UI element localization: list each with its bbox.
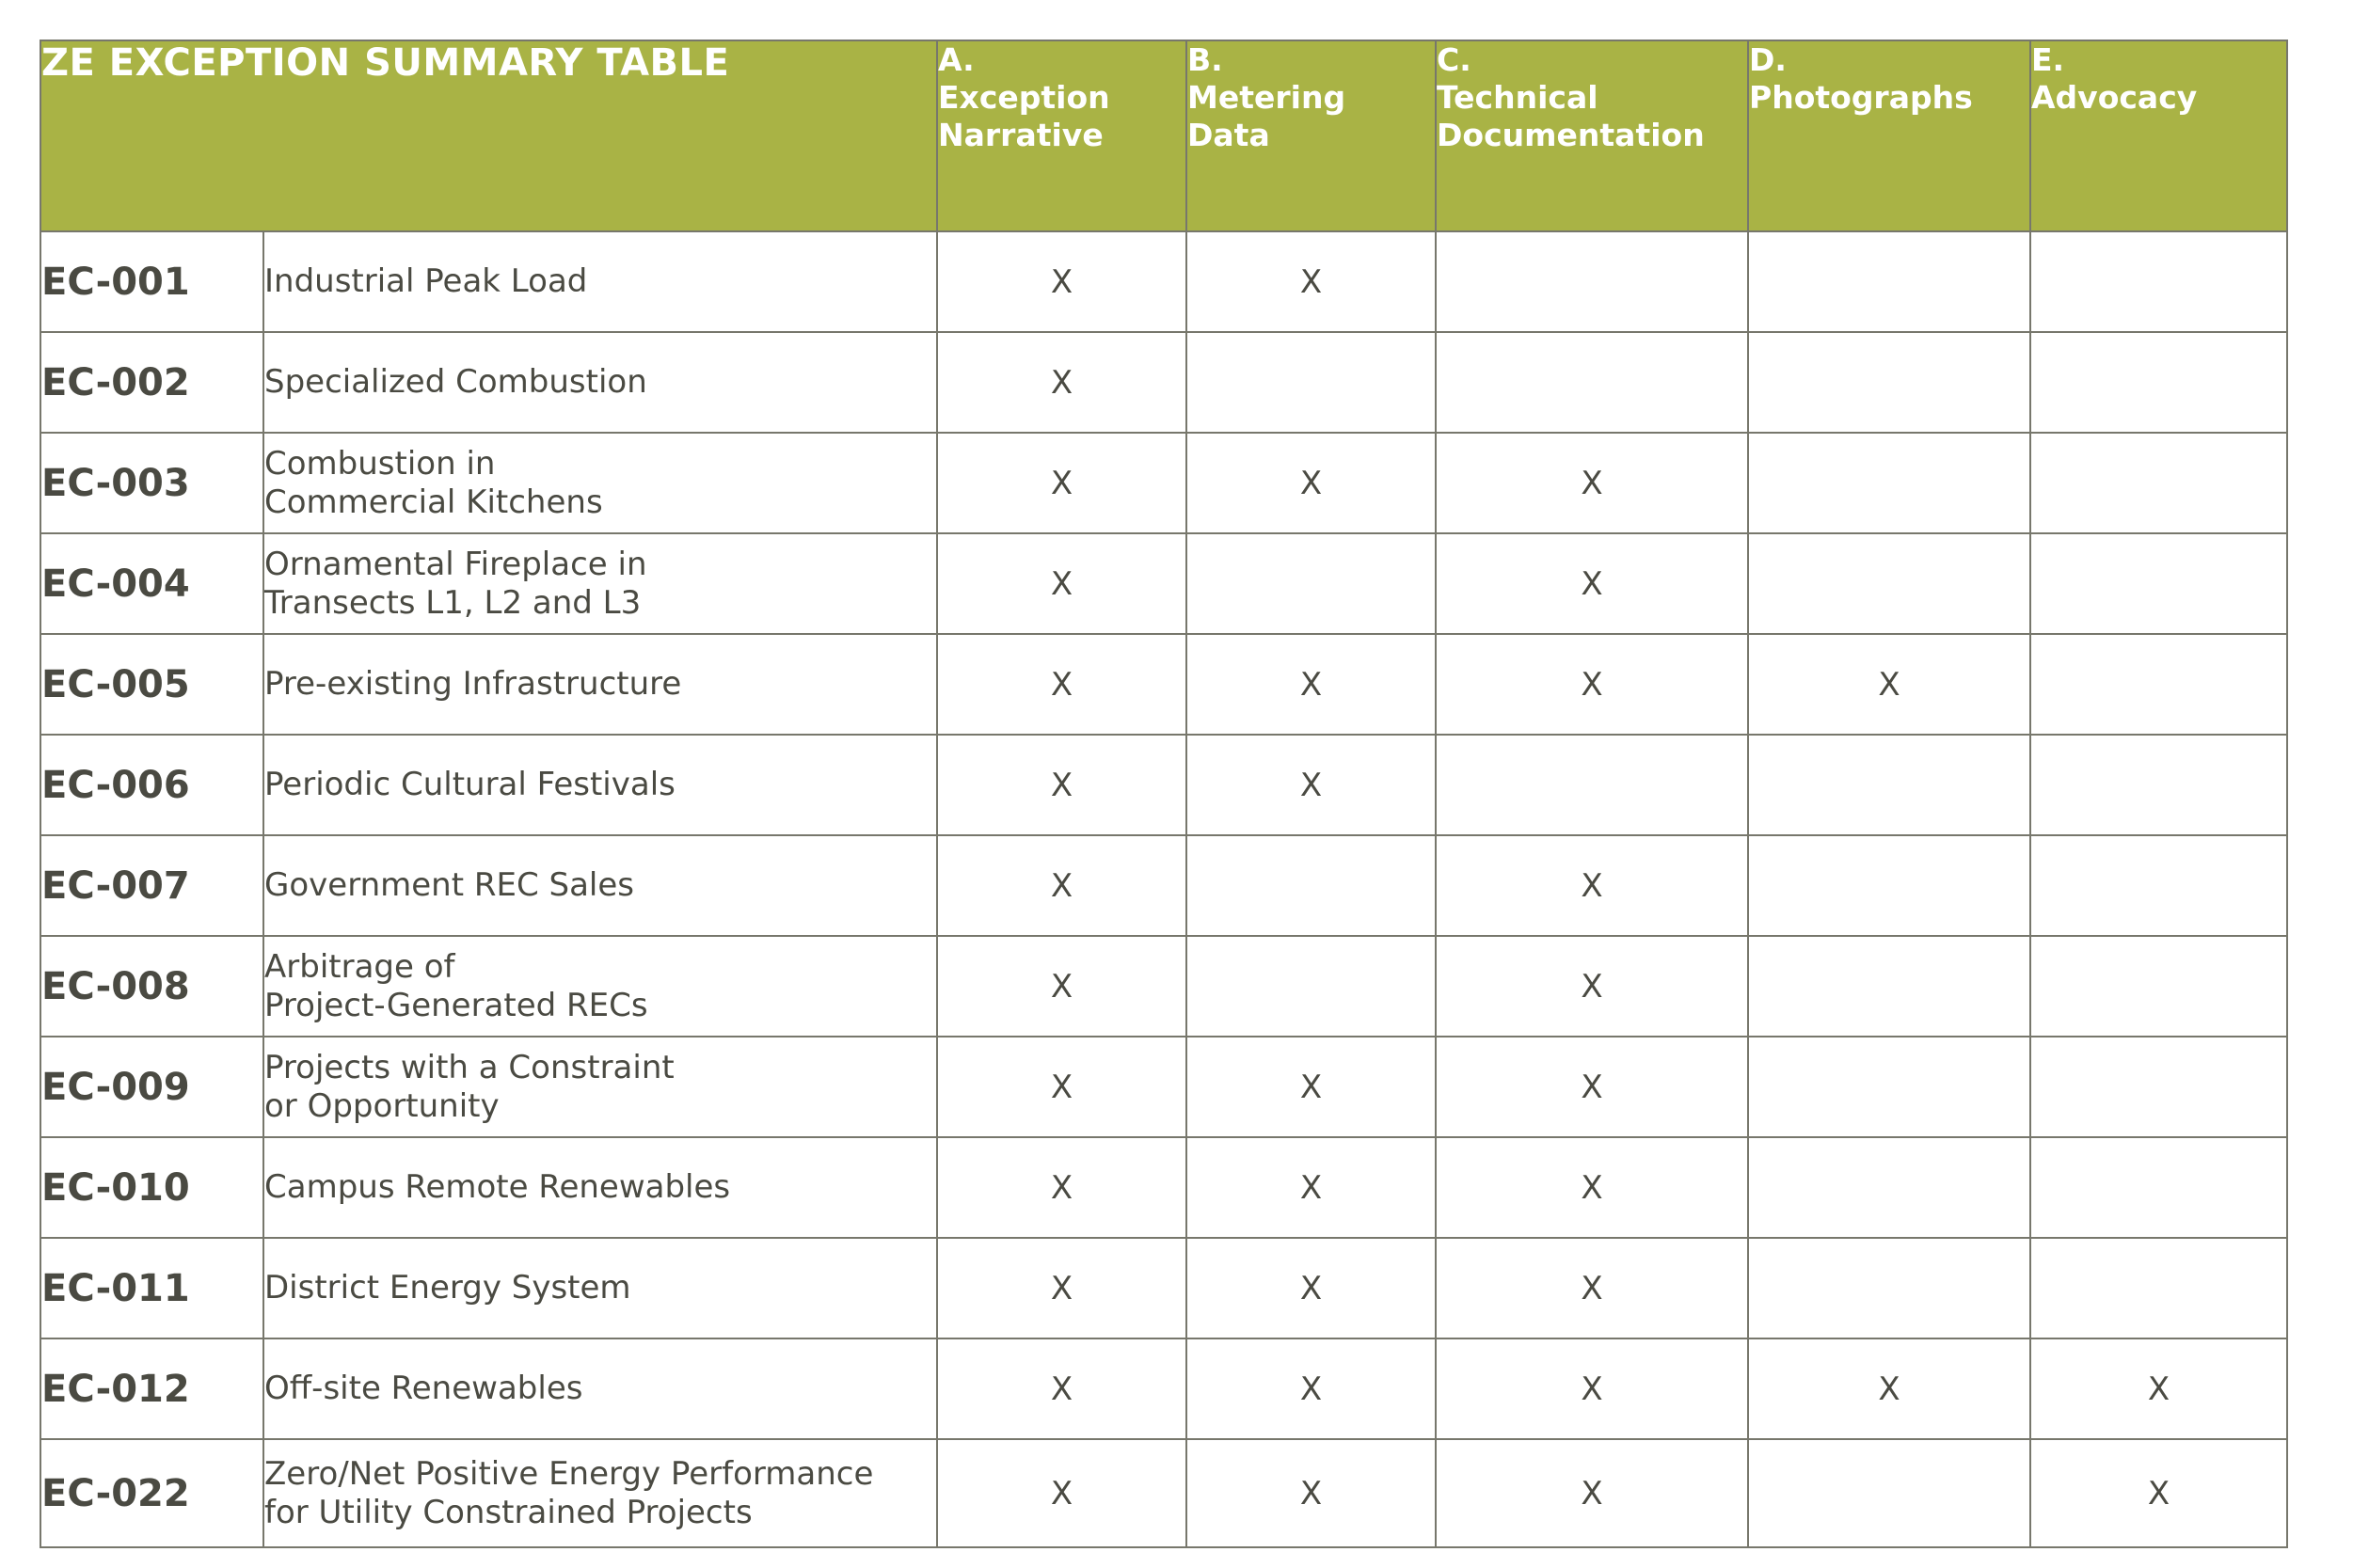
requirement-mark bbox=[2030, 433, 2287, 533]
exception-code: EC-022 bbox=[40, 1439, 263, 1547]
requirement-mark: X bbox=[937, 533, 1186, 634]
requirement-mark bbox=[1748, 1037, 2030, 1137]
table-row bbox=[40, 332, 2287, 433]
table-row bbox=[40, 735, 2287, 835]
column-header-exception-narrative bbox=[937, 40, 1186, 231]
requirement-mark: X bbox=[937, 1338, 1186, 1439]
exception-name-line: Projects with a Constraint bbox=[264, 1048, 675, 1086]
column-label-line: Metering bbox=[1187, 79, 1346, 116]
requirement-mark: X bbox=[2030, 1439, 2287, 1547]
requirement-mark: X bbox=[937, 936, 1186, 1037]
table-row bbox=[40, 433, 2287, 533]
requirement-mark bbox=[1748, 835, 2030, 936]
exception-name-line: Campus Remote Renewables bbox=[264, 1168, 731, 1206]
table-row bbox=[40, 936, 2287, 1037]
exception-name-line: for Utility Constrained Projects bbox=[264, 1493, 753, 1531]
requirement-mark: X bbox=[937, 835, 1186, 936]
exception-code: EC-004 bbox=[40, 533, 263, 634]
exception-name bbox=[263, 1137, 937, 1238]
exception-name-line: Pre-existing Infrastructure bbox=[264, 665, 682, 703]
requirement-mark bbox=[1748, 1439, 2030, 1547]
exception-code: EC-007 bbox=[40, 835, 263, 936]
requirement-mark: X bbox=[1436, 1238, 1748, 1338]
requirement-mark bbox=[1748, 332, 2030, 433]
table-row bbox=[40, 1037, 2287, 1137]
column-header-advocacy bbox=[2030, 40, 2287, 231]
exception-name bbox=[263, 332, 937, 433]
requirement-mark bbox=[1186, 936, 1436, 1037]
exception-name-line: Specialized Combustion bbox=[264, 363, 647, 401]
column-label-line: Documentation bbox=[1437, 117, 1705, 153]
table-row bbox=[40, 1338, 2287, 1439]
exception-name-line: Combustion in bbox=[264, 444, 496, 483]
exception-name bbox=[263, 1338, 937, 1439]
exception-name bbox=[263, 936, 937, 1037]
requirement-mark: X bbox=[937, 1137, 1186, 1238]
exception-code: EC-003 bbox=[40, 433, 263, 533]
exception-code: EC-005 bbox=[40, 634, 263, 735]
requirement-mark: X bbox=[1748, 1338, 2030, 1439]
table-row bbox=[40, 634, 2287, 735]
requirement-mark: X bbox=[1186, 231, 1436, 332]
exception-name-line: Transects L1, L2 and L3 bbox=[264, 583, 642, 622]
requirement-mark bbox=[1436, 735, 1748, 835]
requirement-mark: X bbox=[937, 1238, 1186, 1338]
exception-code: EC-010 bbox=[40, 1137, 263, 1238]
exception-code: EC-002 bbox=[40, 332, 263, 433]
requirement-mark bbox=[1436, 332, 1748, 433]
requirement-mark bbox=[2030, 936, 2287, 1037]
requirement-mark bbox=[1748, 735, 2030, 835]
requirement-mark bbox=[2030, 533, 2287, 634]
requirement-mark: X bbox=[1186, 735, 1436, 835]
requirement-mark: X bbox=[1436, 533, 1748, 634]
requirement-mark: X bbox=[937, 1439, 1186, 1547]
exception-summary-table bbox=[40, 40, 2288, 1548]
table-row bbox=[40, 231, 2287, 332]
column-letter: D. bbox=[1749, 41, 1787, 78]
exception-name bbox=[263, 634, 937, 735]
requirement-mark: X bbox=[937, 1037, 1186, 1137]
requirement-mark bbox=[1748, 231, 2030, 332]
requirement-mark bbox=[2030, 835, 2287, 936]
exception-name-line: Periodic Cultural Festivals bbox=[264, 766, 676, 803]
table-title: ZE EXCEPTION SUMMARY TABLE bbox=[40, 40, 937, 231]
requirement-mark: X bbox=[937, 332, 1186, 433]
table-header-row bbox=[40, 40, 2287, 231]
requirement-mark: X bbox=[1436, 1137, 1748, 1238]
column-letter: C. bbox=[1437, 41, 1471, 78]
requirement-mark: X bbox=[1436, 936, 1748, 1037]
exception-name-line: or Opportunity bbox=[264, 1086, 500, 1125]
requirement-mark: X bbox=[1186, 1238, 1436, 1338]
requirement-mark: X bbox=[937, 634, 1186, 735]
requirement-mark: X bbox=[937, 433, 1186, 533]
requirement-mark bbox=[1748, 533, 2030, 634]
requirement-mark bbox=[1186, 835, 1436, 936]
exception-name-line: District Energy System bbox=[264, 1269, 631, 1307]
exception-code: EC-011 bbox=[40, 1238, 263, 1338]
table-body bbox=[40, 231, 2287, 1547]
exception-name-line: Industrial Peak Load bbox=[264, 262, 588, 300]
requirement-mark bbox=[1436, 231, 1748, 332]
requirement-mark: X bbox=[1436, 1037, 1748, 1137]
requirement-mark: X bbox=[1186, 1338, 1436, 1439]
requirement-mark bbox=[2030, 634, 2287, 735]
exception-name bbox=[263, 1238, 937, 1338]
requirement-mark bbox=[2030, 231, 2287, 332]
table-row bbox=[40, 533, 2287, 634]
exception-name-line: Ornamental Fireplace in bbox=[264, 545, 647, 583]
column-label-line: Technical bbox=[1437, 79, 1598, 116]
exception-name-line: Government REC Sales bbox=[264, 866, 634, 904]
column-letter: A. bbox=[938, 41, 975, 78]
column-header-technical-documentation bbox=[1436, 40, 1748, 231]
column-header-photographs bbox=[1748, 40, 2030, 231]
requirement-mark bbox=[1186, 533, 1436, 634]
column-label-line: Photographs bbox=[1749, 79, 1973, 116]
exception-name bbox=[263, 1439, 937, 1547]
requirement-mark: X bbox=[1436, 835, 1748, 936]
column-letter: E. bbox=[2031, 41, 2065, 78]
exception-code: EC-009 bbox=[40, 1037, 263, 1137]
column-header-metering-data bbox=[1186, 40, 1436, 231]
exception-name bbox=[263, 231, 937, 332]
exception-name-line: Zero/Net Positive Energy Performance bbox=[264, 1454, 874, 1493]
requirement-mark bbox=[2030, 1037, 2287, 1137]
requirement-mark bbox=[1748, 936, 2030, 1037]
requirement-mark bbox=[1748, 1137, 2030, 1238]
requirement-mark bbox=[2030, 1238, 2287, 1338]
requirement-mark: X bbox=[1186, 1439, 1436, 1547]
table-row bbox=[40, 835, 2287, 936]
column-label-line: Exception bbox=[938, 79, 1110, 116]
requirement-mark bbox=[2030, 1137, 2287, 1238]
exception-name bbox=[263, 1037, 937, 1137]
column-label-line: Advocacy bbox=[2031, 79, 2198, 116]
requirement-mark bbox=[1748, 1238, 2030, 1338]
exception-code: EC-008 bbox=[40, 936, 263, 1037]
requirement-mark bbox=[2030, 735, 2287, 835]
table-row bbox=[40, 1137, 2287, 1238]
requirement-mark bbox=[2030, 332, 2287, 433]
requirement-mark: X bbox=[937, 735, 1186, 835]
requirement-mark: X bbox=[1186, 433, 1436, 533]
exception-name bbox=[263, 533, 937, 634]
exception-code: EC-006 bbox=[40, 735, 263, 835]
exception-name bbox=[263, 433, 937, 533]
requirement-mark: X bbox=[2030, 1338, 2287, 1439]
requirement-mark: X bbox=[937, 231, 1186, 332]
requirement-mark: X bbox=[1436, 1338, 1748, 1439]
requirement-mark: X bbox=[1436, 1439, 1748, 1547]
table-row bbox=[40, 1439, 2287, 1547]
exception-name-line: Off-site Renewables bbox=[264, 1370, 583, 1407]
requirement-mark: X bbox=[1748, 634, 2030, 735]
exception-code: EC-001 bbox=[40, 231, 263, 332]
requirement-mark: X bbox=[1186, 1037, 1436, 1137]
requirement-mark: X bbox=[1186, 1137, 1436, 1238]
requirement-mark: X bbox=[1436, 634, 1748, 735]
requirement-mark: X bbox=[1436, 433, 1748, 533]
exception-name bbox=[263, 735, 937, 835]
exception-name-line: Project-Generated RECs bbox=[264, 986, 648, 1024]
exception-name bbox=[263, 835, 937, 936]
exception-name-line: Arbitrage of bbox=[264, 947, 455, 986]
table-row bbox=[40, 1238, 2287, 1338]
exception-code: EC-012 bbox=[40, 1338, 263, 1439]
column-label-line: Narrative bbox=[938, 117, 1104, 153]
column-label-line: Data bbox=[1187, 117, 1270, 153]
requirement-mark: X bbox=[1186, 634, 1436, 735]
requirement-mark bbox=[1748, 433, 2030, 533]
column-letter: B. bbox=[1187, 41, 1223, 78]
exception-name-line: Commercial Kitchens bbox=[264, 483, 603, 521]
requirement-mark bbox=[1186, 332, 1436, 433]
